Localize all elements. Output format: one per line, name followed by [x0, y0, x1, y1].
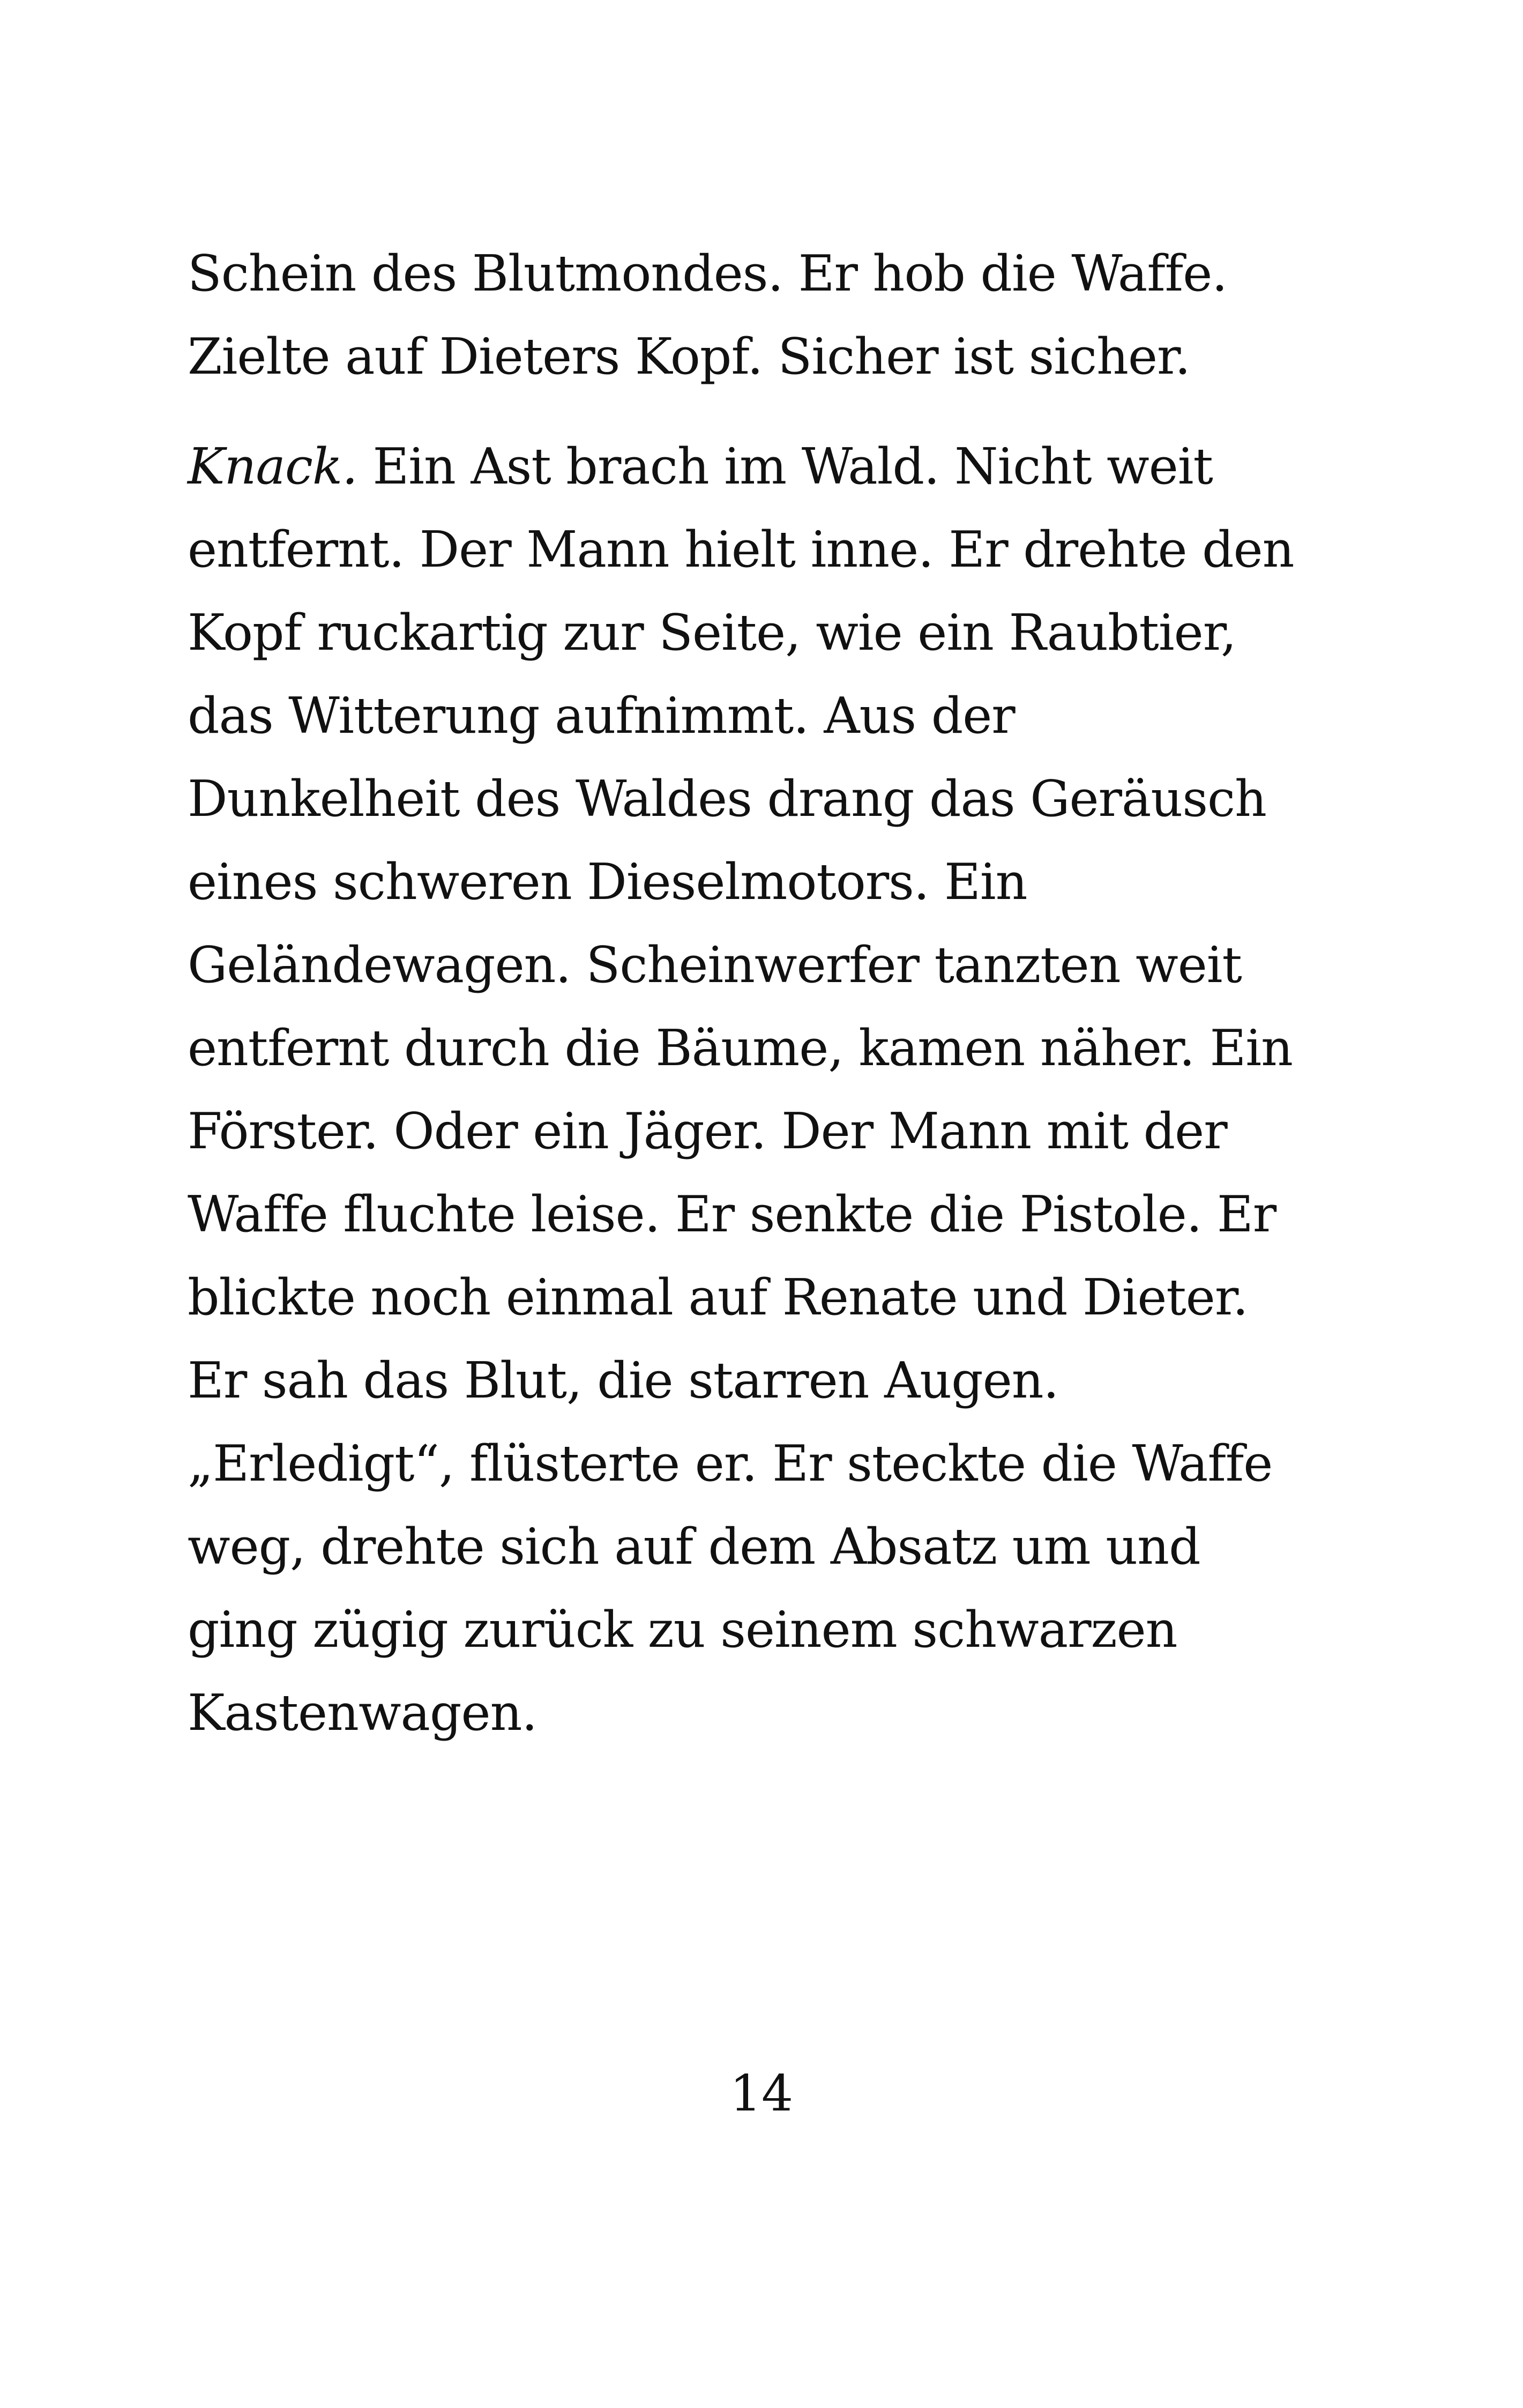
text-line: Waffe fluchte leise. Er senkte die Pistole. Er: [188, 1185, 1276, 1243]
text-line: das Witterung aufnimmt. Aus der: [188, 687, 1015, 745]
text-line: ging zügig zurück zu seinem schwarzen: [188, 1601, 1177, 1659]
text-line: Zielte auf Dieters Kopf. Sicher ist sicher.: [188, 328, 1190, 385]
text-line: blickte noch einmal auf Renate und Dieter.: [188, 1268, 1248, 1326]
text-line: eines schweren Dieselmotors. Ein: [188, 853, 1027, 911]
italic-word: Knack.: [188, 437, 357, 495]
text-line: Förster. Oder ein Jäger. Der Mann mit der: [188, 1102, 1227, 1160]
text-line: Geländewagen. Scheinwerfer tanzten weit: [188, 936, 1242, 994]
text-line: Kopf ruckartig zur Seite, wie ein Raubtier,: [188, 604, 1236, 662]
text-line: entfernt. Der Mann hielt inne. Er drehte den: [188, 521, 1294, 578]
text-span: Ein Ast brach im Wald. Nicht weit: [357, 437, 1213, 495]
text-line: Kastenwagen.: [188, 1684, 537, 1742]
text-line: Er sah das Blut, die starren Augen.: [188, 1351, 1059, 1409]
text-line: Schein des Blutmondes. Er hob die Waffe.: [188, 244, 1227, 302]
page-number: 14: [729, 2064, 794, 2122]
text-line: entfernt durch die Bäume, kamen näher. Ein: [188, 1019, 1293, 1077]
text-line: weg, drehte sich auf dem Absatz um und: [188, 1518, 1200, 1575]
text-line: „Erledigt“, flüsterte er. Er steckte die Waffe: [188, 1435, 1273, 1492]
text-line: Dunkelheit des Waldes drang das Geräusch: [188, 770, 1267, 828]
text-line: [188, 434, 1213, 499]
